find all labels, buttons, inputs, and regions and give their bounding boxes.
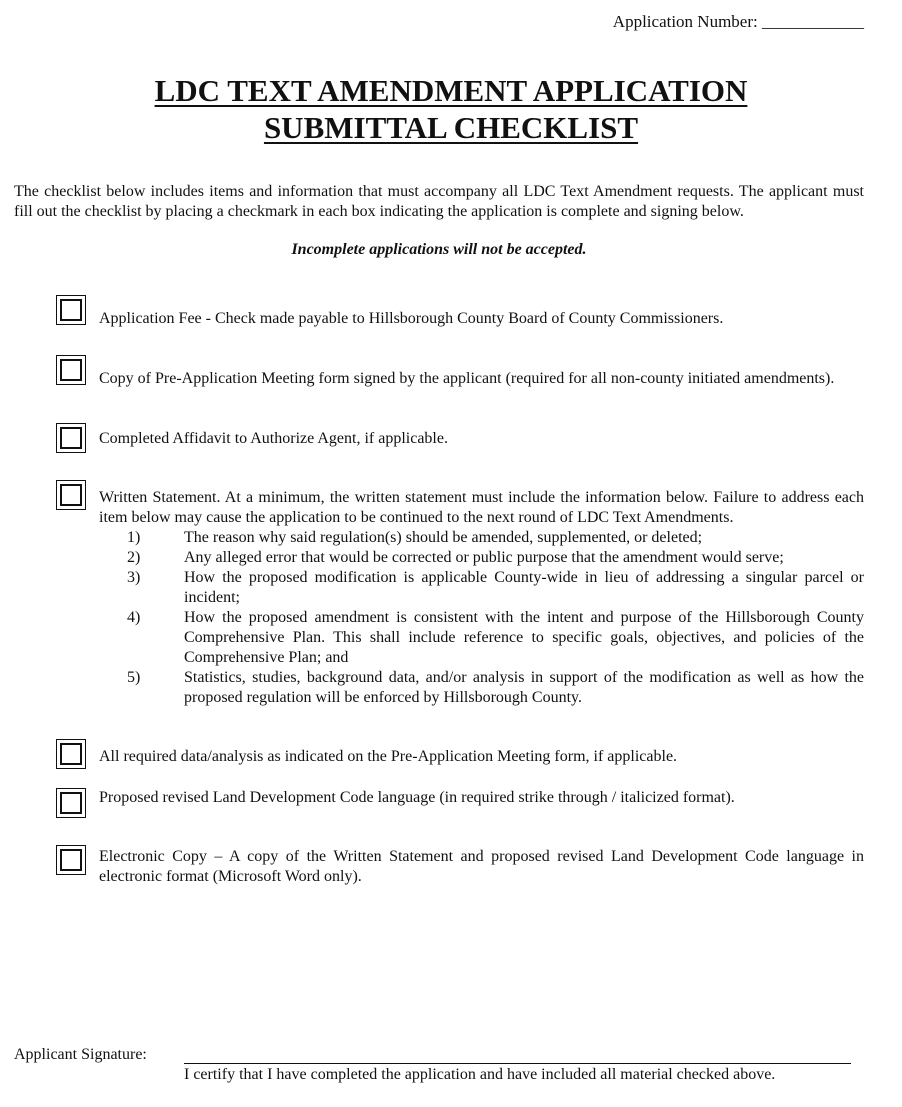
list-item-text: Any alleged error that would be corrected or public purpose that the amendment would serve; [184,549,784,566]
checkbox[interactable] [56,355,86,385]
list-item [99,528,864,548]
list-item-number: 1) [127,529,141,546]
written-statement-requirements [99,528,864,708]
checklist-item-text: Application Fee - Check made payable to Hillsborough County Board of County Commissioners. [99,310,724,327]
list-item [99,668,864,708]
checkbox[interactable] [56,480,86,510]
checkbox[interactable] [56,423,86,453]
signature-certification: I certify that I have completed the application and have included all material checked above. [184,1066,776,1083]
list-item-number: 5) [127,669,141,686]
list-item [99,548,864,568]
page-title [0,72,902,146]
checklist-item-text: Proposed revised Land Development Code language (in required strike through / italicized format). [99,789,735,806]
incomplete-notice: Incomplete applications will not be accepted. [291,241,587,258]
title-line-2: SUBMITTAL CHECKLIST [263,110,639,145]
checklist-item-text: Completed Affidavit to Authorize Agent, if applicable. [99,430,448,447]
checklist-item-text: Electronic Copy – A copy of the Written Statement and proposed revised Land Development Code language in electronic format (Microsoft Word only). [99,848,864,885]
application-number: Application Number: ____________ [612,12,864,31]
checkbox[interactable] [56,788,86,818]
written-statement-block [99,488,864,708]
list-item-text: How the proposed amendment is consistent with the intent and purpose of the Hillsborough County Comprehensive Plan. This shall include reference to specific goals, objectives, and policies of the Comprehensive Plan; and [184,609,864,666]
intro-paragraph: The checklist below includes items and information that must accompany all LDC Text Amendment requests. The applicant must fill out the checklist by placing a checkmark in each box indicating the application is complete and signing below. [14,183,864,220]
signature-line[interactable] [184,1063,851,1064]
list-item-number: 3) [127,569,141,586]
checklist-item-text: Written Statement. At a minimum, the written statement must include the information below. Failure to address each item below may cause the application to be continued to the next round of LDC Text Amendments. [99,489,864,526]
list-item-text: The reason why said regulation(s) should be amended, supplemented, or deleted; [184,529,703,546]
checkbox[interactable] [56,739,86,769]
list-item-number: 2) [127,549,141,566]
list-item [99,608,864,668]
signature-label: Applicant Signature: [14,1046,147,1063]
checkbox[interactable] [56,295,86,325]
list-item-text: Statistics, studies, background data, and/or analysis in support of the modification as well as how the proposed regulation will be enforced by Hillsborough County. [184,669,864,706]
checklist-item-text: Copy of Pre-Application Meeting form signed by the applicant (required for all non-county initiated amendments). [99,370,835,387]
checklist-item-text: All required data/analysis as indicated on the Pre-Application Meeting form, if applicable. [99,748,678,765]
list-item-text: How the proposed modification is applicable County-wide in lieu of addressing a singular parcel or incident; [184,569,864,606]
list-item-number: 4) [127,609,141,626]
checkbox[interactable] [56,845,86,875]
list-item [99,568,864,608]
title-line-1: LDC TEXT AMENDMENT APPLICATION [154,73,748,108]
